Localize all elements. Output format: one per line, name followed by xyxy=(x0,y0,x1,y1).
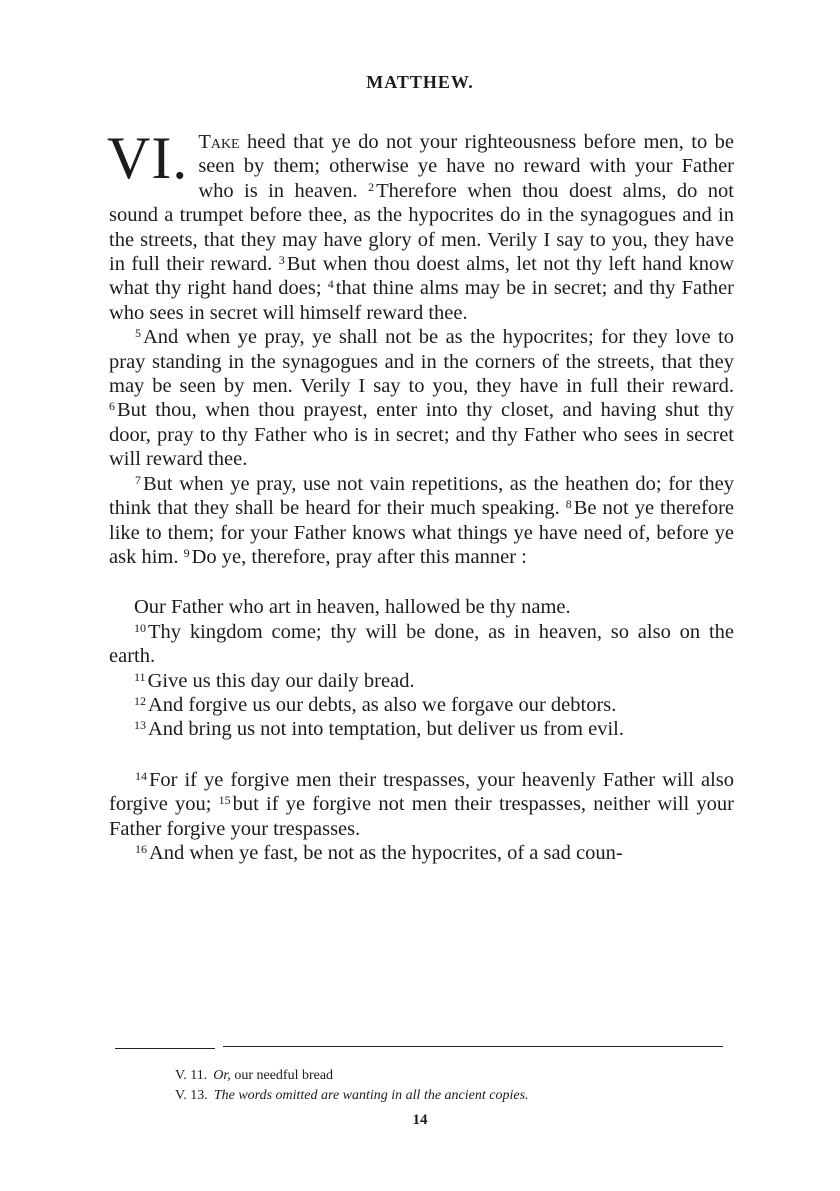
body-text xyxy=(107,125,735,865)
paragraph xyxy=(109,325,734,471)
prayer-line: Our Father who art in heaven, hallowed be thy name. xyxy=(134,596,571,619)
verse-number: 7 xyxy=(135,472,141,487)
verse-text: But when ye pray, use not vain repetitions, as the heathen do; for they think that they shall be heard for their much speaking. xyxy=(109,472,734,520)
prayer-line: $^{13}$And bring us not into temptation, but deliver us from evil. xyxy=(134,718,624,741)
verse-number: 2 xyxy=(368,179,375,194)
prayer-line: $^{11}$Give us this day our daily bread. xyxy=(134,669,415,692)
divider-rule xyxy=(115,1048,215,1049)
footnote-divider xyxy=(115,1046,723,1052)
paragraph xyxy=(107,125,735,325)
verse-number: 12 xyxy=(134,693,146,708)
footnotes xyxy=(175,1066,735,1106)
footnote-ref: V. 13. xyxy=(175,1088,208,1103)
verse-text: But thou, when thou prayest, enter into thy closet, and having shut thy door, pray to thy Father who is in secret; and thy Father who sees in secret will reward thee. xyxy=(109,399,734,471)
verse-text: but if ye forgive not men their trespasses, neither will your Father forgive your trespasses. xyxy=(109,793,734,840)
verse-text: And when ye pray, ye shall not be as the hypocrites; for they love to pray standing in the synagogues and in the corners of the streets, that they may be seen by men. Verily I say to you, they have in full their reward. xyxy=(109,326,734,398)
footnote xyxy=(175,1086,735,1106)
verse-number: 4 xyxy=(327,277,334,292)
chapter-number: VI. xyxy=(107,125,189,191)
prayer-line: $^{12}$And forgive us our debts, as also we forgave our debtors. xyxy=(134,693,617,716)
paragraph xyxy=(109,472,734,570)
verse-number: 14 xyxy=(135,768,147,783)
verse-number: 5 xyxy=(135,326,141,341)
verse-text: But when thou doest alms, let not thy left hand know what thy right hand does; xyxy=(109,253,735,300)
divider-rule xyxy=(223,1046,723,1047)
lords-prayer xyxy=(109,595,734,741)
verse-number: 6 xyxy=(109,399,115,414)
prayer-line: $^{10}$Thy kingdom come; thy will be done, as in heaven, so also on the earth. xyxy=(109,620,734,668)
page-number: 14 xyxy=(412,1112,428,1128)
paragraph xyxy=(109,768,734,841)
verse-text: Be not ye therefore like to them; for your Father knows what things ye have need of, before ye ask him. xyxy=(109,497,735,568)
spacer xyxy=(109,742,734,768)
verse-number: 10 xyxy=(134,620,146,635)
lead-word: Take xyxy=(198,131,240,153)
footnote-ref: V. 11. xyxy=(175,1068,208,1083)
footnote xyxy=(175,1066,735,1086)
verse-number: 8 xyxy=(565,497,572,512)
verse-number: 13 xyxy=(134,718,146,733)
verse-text: Therefore when thou doest alms, do not sound a trumpet before thee, as the hypocrites do in the synagogues and in the streets, that they may have glory of men. Verily I say to you, they have in full their reward. xyxy=(109,179,734,276)
verse-text: that thine alms may be in secret; and thy Father who sees in secret will himself reward thee. xyxy=(109,277,734,324)
footnote-text: The words omitted are wanting in all the ancient copies. xyxy=(213,1088,529,1103)
verse-number: 9 xyxy=(183,545,190,560)
verse-text: Do ye, therefore, pray after this manner : xyxy=(191,545,527,568)
verse-text: And when ye fast, be not as the hypocrites, of a sad coun- xyxy=(149,841,623,864)
paragraph xyxy=(109,841,734,865)
verse-number: 11 xyxy=(134,669,146,684)
footnote-text: Or, our needful bread xyxy=(213,1068,334,1083)
verse-number: 3 xyxy=(278,253,285,268)
verse-number: 15 xyxy=(218,793,231,808)
running-head: MATTHEW. xyxy=(366,72,474,92)
verse-text: heed that ye do not your righteousness before men, to be seen by them; otherwise ye have no reward with your Father who is in heaven. xyxy=(198,131,735,202)
verse-text: For if ye forgive men their trespasses, your heavenly Father will also forgive you; xyxy=(109,768,734,816)
verse-number: 16 xyxy=(135,841,147,856)
